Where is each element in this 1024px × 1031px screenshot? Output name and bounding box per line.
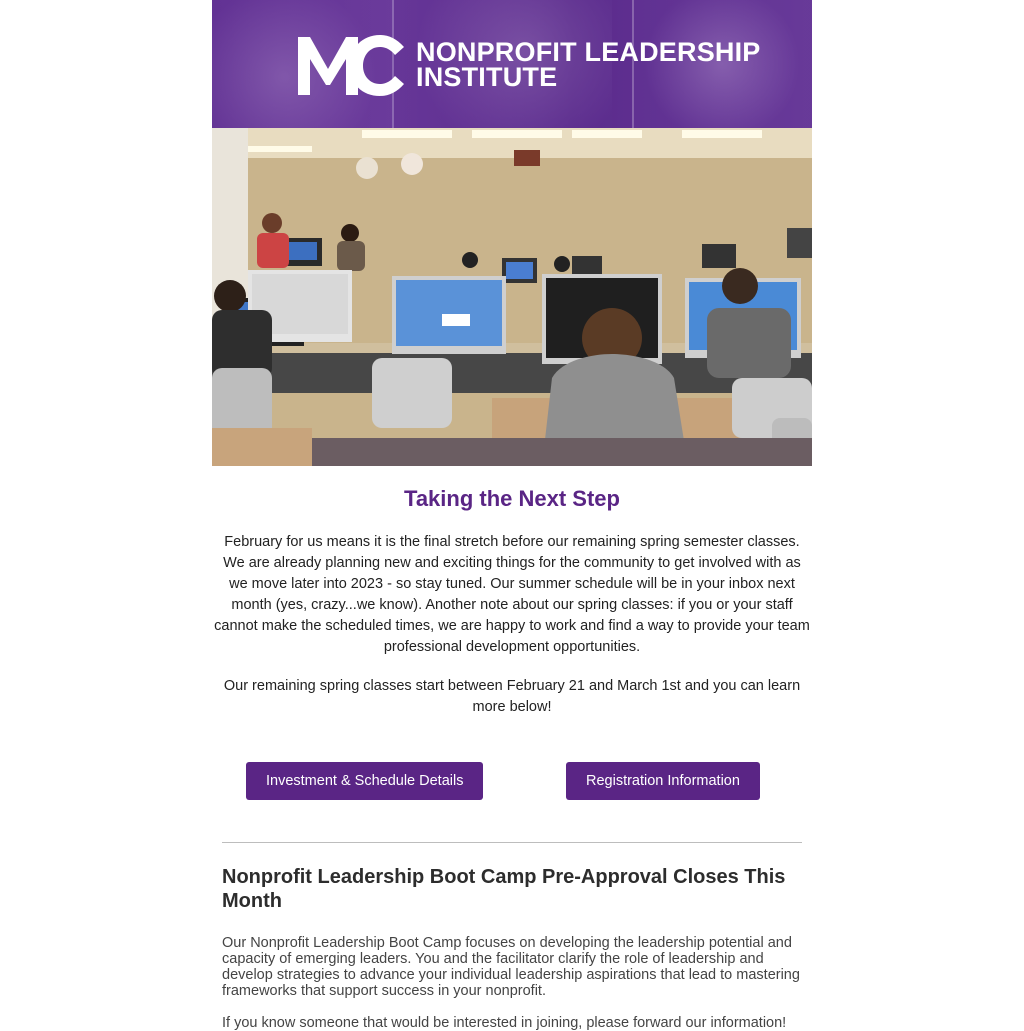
logo-line-2: INSTITUTE xyxy=(416,62,558,92)
section-divider xyxy=(222,842,802,843)
bootcamp-paragraph-2: If you know someone that would be interested in joining, please forward our information! xyxy=(222,1015,787,1031)
mc-logo-icon xyxy=(296,33,408,97)
investment-schedule-button[interactable]: Investment & Schedule Details xyxy=(246,762,483,800)
header-banner xyxy=(212,0,812,128)
email-body xyxy=(212,0,812,1031)
institute-logo[interactable] xyxy=(296,30,761,100)
cta-buttons xyxy=(212,762,812,842)
bootcamp-section xyxy=(212,865,812,1031)
logo-wordmark xyxy=(416,37,761,92)
registration-information-button[interactable]: Registration Information xyxy=(566,762,760,800)
bootcamp-paragraph: Our Nonprofit Leadership Boot Camp focuses on developing the leadership potential and capacity of emerging leaders. You and the facilitator clarify the role of leadership and develop strategies to advance your individual leadership aspirations that lead to mastering frameworks that support success in your nonprofit. xyxy=(222,935,800,999)
section-title: Taking the Next Step xyxy=(404,486,620,511)
intro-paragraph: February for us means it is the final stretch before our remaining spring semester classes. We are already planning new and exciting things for the community to get involved with as we move later into 2023 - so stay tuned. Our summer schedule will be in your inbox next month (yes, crazy...we know). Another note about our spring classes: if you or your staff cannot make the scheduled times, we are happy to work and find a way to provide your team professional development opportunities. xyxy=(214,534,810,655)
bootcamp-title: Nonprofit Leadership Boot Camp Pre-Approval Closes This Month xyxy=(222,866,786,912)
logo-line-1: NONPROFIT LEADERSHIP xyxy=(416,37,761,67)
hero-image xyxy=(212,128,812,466)
intro-paragraph-2: Our remaining spring classes start between February 21 and March 1st and you can learn more below! xyxy=(223,678,801,715)
